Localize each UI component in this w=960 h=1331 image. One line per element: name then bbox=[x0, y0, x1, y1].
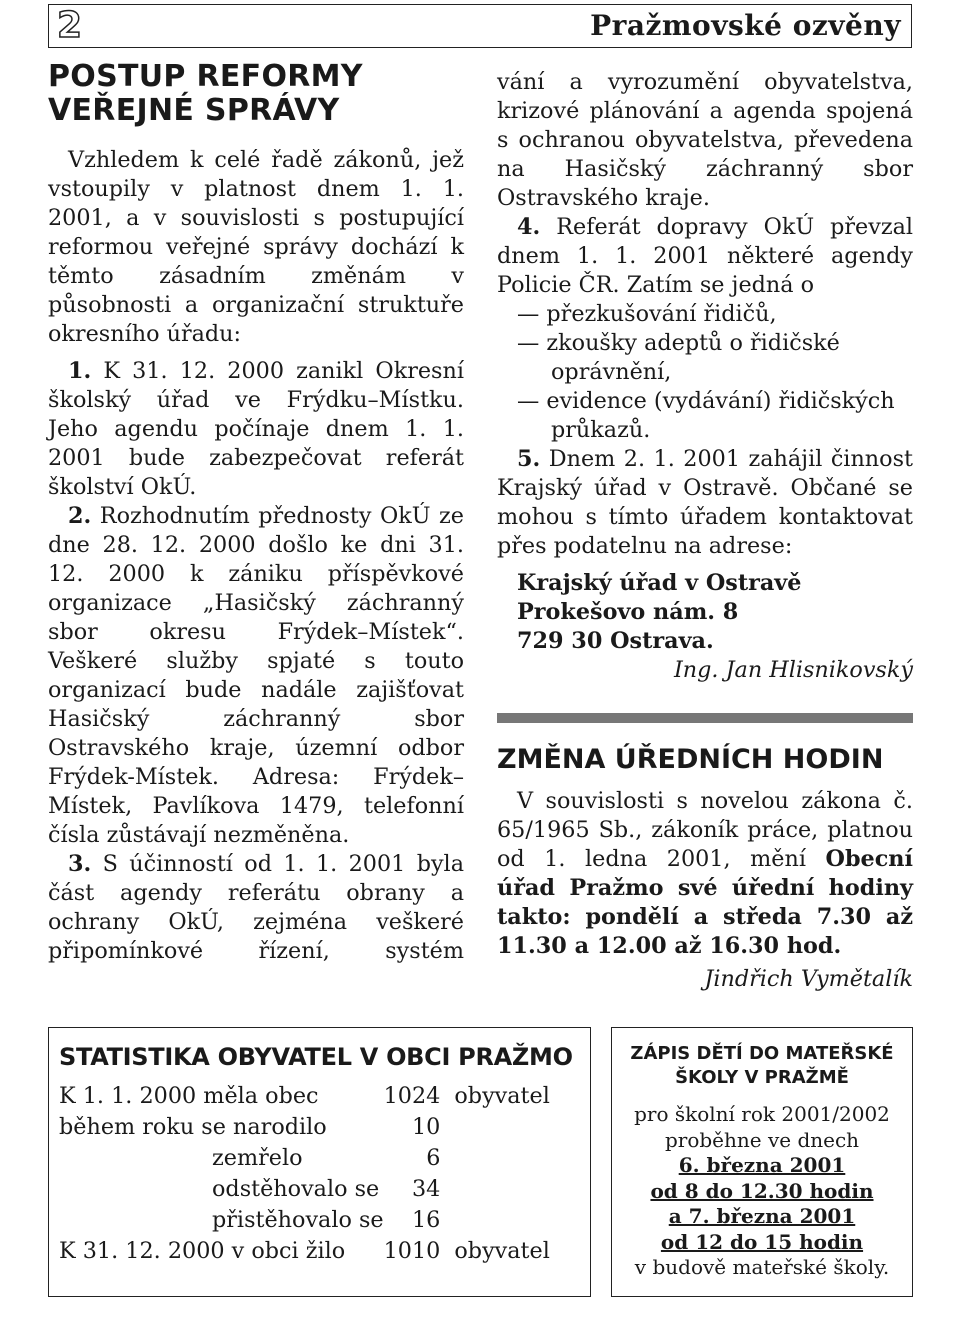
reform-item-3: 3. S účinností od 1. 1. 2001 byla část agendy referátu obrany a ochrany OkÚ, zejména veškeré připomínkové řízení, systém bbox=[48, 851, 464, 964]
reform-item-5: 5. Dnem 2. 1. 2001 zahájil činnost Krajský úřad v Ostravě. Občané se mohou s tímto úřadem kontaktovat přes podatelnu na adrese: bbox=[497, 446, 913, 559]
statistics-table bbox=[59, 1080, 550, 1266]
table-row: K 1. 1. 2000 měla obec 1024 obyvatel bbox=[59, 1082, 550, 1109]
office-address: Krajský úřad v Ostravě Prokešovo nám. 8 729 30 Ostrava. bbox=[517, 570, 802, 654]
table-row: odstěhovalo se 34 bbox=[212, 1175, 441, 1202]
statistics-box bbox=[48, 1027, 591, 1297]
enrollment-date: 6. března 2001 bbox=[678, 1153, 846, 1177]
enrollment-box bbox=[611, 1027, 913, 1297]
reform-item-1: 1. K 31. 12. 2000 zanikl Okresní školský úřad ve Frýdku–Místku. Jeho agendu počínaje dnem 1. 1. 2001 bude zabezpečovat referát školství OkÚ. bbox=[48, 358, 464, 500]
article-reform-right-column bbox=[497, 68, 913, 994]
statistics-title: STATISTIKA OBYVATEL V OBCI PRAŽMO bbox=[59, 1043, 573, 1071]
enrollment-closing: v budově mateřské školy. bbox=[634, 1255, 890, 1279]
reform-item-2: 2. Rozhodnutím přednosty OkÚ ze dne 28. 12. 2000 došlo ke dni 31. 12. 2000 k zániku příspěvkové organizace „Hasičský záchranný sbor okresu Frýdek–Místek“. Veškeré služby spjaté s touto organizací bude nadále zajišťovat Hasičský záchranný sbor Ostravského kraje, územní odbor Frýdek-Místek. Adresa: Frýdek–Místek, Pavlíkova 1479, telefonní čísla zůstávají nezměněna. bbox=[48, 503, 464, 848]
table-row: K 31. 12. 2000 v obci žilo 1010 obyvatel bbox=[59, 1237, 550, 1264]
section-divider bbox=[497, 713, 913, 723]
page-header bbox=[48, 4, 912, 48]
enrollment-time: od 12 do 15 hodin bbox=[660, 1229, 864, 1254]
article-reform-signature: Ing. Jan Hlisnikovský bbox=[673, 657, 913, 683]
masthead-title: Pražmovské ozvěny bbox=[590, 9, 901, 42]
dash-item: — evidence (vydávání) řidičských průkazů. bbox=[517, 388, 895, 443]
enrollment-date: a 7. března 2001 bbox=[668, 1204, 856, 1228]
article-hours-title: ZMĚNA ÚŘEDNÍCH HODIN bbox=[497, 744, 884, 775]
enrollment-line: proběhne ve dnech bbox=[664, 1127, 860, 1152]
enrollment-line: pro školní rok 2001/2002 bbox=[634, 1102, 890, 1126]
article-reform-intro: Vzhledem k celé řadě zákonů, jež vstoupily v platnost dnem 1. 1. 2001, a v souvislosti s postupující reformou veřejné správy dochází k těmto zásadním změnám v působnosti a organizační struktuře okresního úřadu: bbox=[48, 147, 464, 347]
article-hours-body: V souvislosti s novelou zákona č. 65/1965 Sb., zákoník práce, platnou od 1. ledna 2001, mění Obecní úřad Pražmo své úřední hodiny takto: pondělí a středa 7.30 až 11.30 a 12.00 až 16.30 hod. bbox=[497, 788, 913, 959]
page-number: 2 bbox=[57, 5, 83, 46]
dash-item: — zkoušky adeptů o řidičské oprávnění, bbox=[517, 330, 840, 385]
article-reform-left-column bbox=[48, 60, 464, 966]
dash-item: — přezkušování řidičů, bbox=[517, 301, 777, 327]
table-row: během roku se narodilo 10 bbox=[59, 1113, 441, 1140]
reform-item-4: 4. Referát dopravy OkÚ převzal dnem 1. 1. 2001 některé agendy Policie ČR. Zatím se jedná o bbox=[497, 214, 913, 298]
enrollment-title: ZÁPIS DĚTÍ DO MATEŘSKÉ ŠKOLY V PRAŽMĚ bbox=[630, 1043, 894, 1088]
reform-item-3-continued: vání a vyrozumění obyvatelstva, krizové plánování a agenda spojená s ochranou obyvatelstva, převedena na Hasičský záchranný sbor Ostravského kraje. bbox=[497, 69, 913, 211]
enrollment-time: od 8 do 12.30 hodin bbox=[650, 1178, 874, 1203]
table-row: přistěhovalo se 16 bbox=[212, 1206, 441, 1233]
article-hours-signature: Jindřich Vymětalík bbox=[704, 966, 913, 992]
article-reform-title: POSTUP REFORMY VEŘEJNÉ SPRÁVY bbox=[48, 59, 363, 128]
table-row: zemřelo 6 bbox=[212, 1144, 441, 1171]
